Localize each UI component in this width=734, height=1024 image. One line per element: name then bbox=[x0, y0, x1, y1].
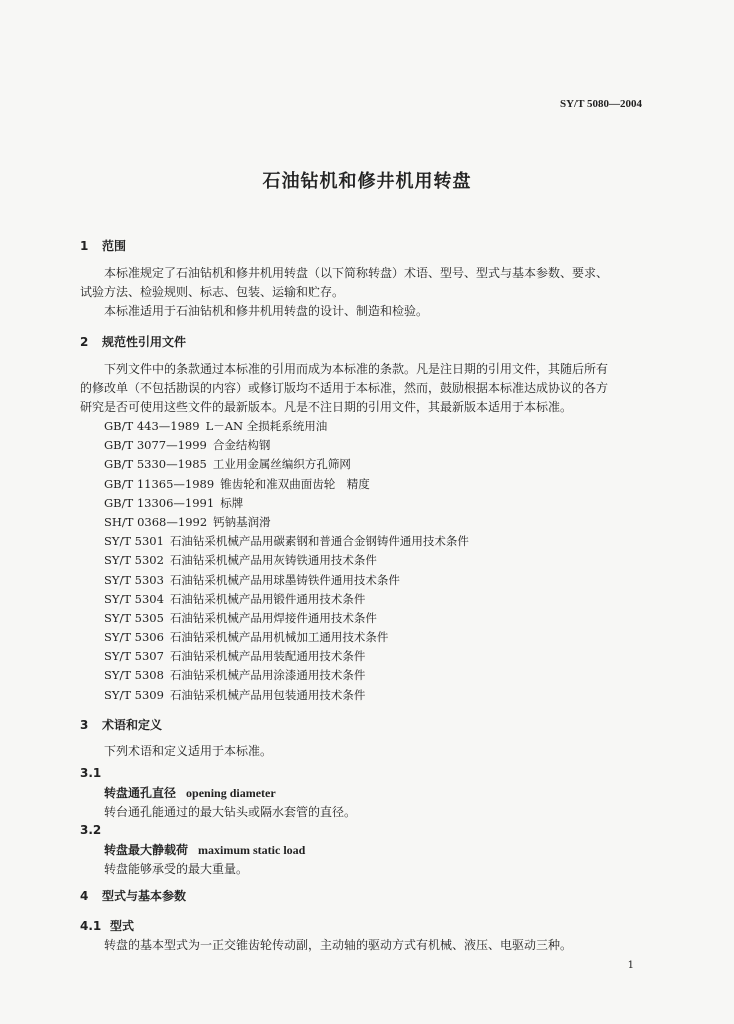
term-definition: 转盘能够承受的最大重量。 bbox=[104, 862, 249, 876]
reference-code: GB/T 3077—1999 bbox=[104, 438, 207, 453]
reference-title: 钙钠基润滑 bbox=[213, 514, 271, 529]
reference-item bbox=[104, 456, 469, 475]
reference-code: SY/T 5303 bbox=[104, 572, 164, 587]
reference-item bbox=[104, 572, 469, 591]
term-english: opening diameter bbox=[186, 786, 276, 800]
reference-code: SH/T 0368—1992 bbox=[104, 514, 208, 529]
reference-code: SY/T 5308 bbox=[104, 668, 164, 683]
reference-title: 石油钻采机械产品用球墨铸铁件通用技术条件 bbox=[169, 572, 400, 587]
reference-item bbox=[104, 667, 469, 686]
section-number: 3 bbox=[80, 718, 89, 732]
section-1-body bbox=[80, 264, 646, 321]
section-4-heading bbox=[80, 887, 186, 904]
subsection-number: 4.1 bbox=[80, 919, 102, 933]
reference-title: 石油钻采机械产品用碳素钢和普通合金钢铸件通用技术条件 bbox=[169, 534, 469, 549]
reference-code: SY/T 5309 bbox=[104, 687, 164, 702]
reference-list bbox=[104, 418, 469, 706]
section-title: 规范性引用文件 bbox=[102, 335, 187, 349]
reference-code: SY/T 5305 bbox=[104, 610, 164, 625]
reference-title: 工业用金属丝编织方孔筛网 bbox=[212, 457, 351, 472]
subsection-title: 型式 bbox=[110, 919, 135, 933]
reference-item bbox=[104, 648, 469, 667]
standard-code: SY/T 5080—2004 bbox=[559, 98, 642, 110]
reference-item bbox=[104, 610, 469, 629]
section-3-intro: 下列术语和定义适用于本标准。 bbox=[104, 744, 273, 758]
reference-code: SY/T 5306 bbox=[104, 630, 164, 645]
term-english: maximum static load bbox=[198, 843, 306, 857]
reference-title: 石油钻采机械产品用包装通用技术条件 bbox=[169, 687, 366, 702]
reference-item bbox=[104, 591, 469, 610]
paragraph-line: 下列文件中的条款通过本标准的引用而成为本标准的条款。凡是注日期的引用文件，其随后所有 bbox=[104, 362, 609, 376]
reference-code: SY/T 5301 bbox=[104, 534, 164, 549]
section-1-heading bbox=[80, 237, 126, 254]
page-title: 石油钻机和修井机用转盘 bbox=[262, 171, 472, 192]
section-2-intro bbox=[80, 360, 646, 417]
term-number: 3.1 bbox=[80, 766, 102, 780]
reference-title: 石油钻采机械产品用锻件通用技术条件 bbox=[169, 591, 366, 606]
paragraph-line: 的修改单（不包括勘误的内容）或修订版均不适用于本标准，然而，鼓励根据本标准达成协议的各方 bbox=[80, 381, 609, 395]
section-number: 4 bbox=[80, 889, 89, 903]
reference-item bbox=[104, 687, 469, 706]
term-number: 3.2 bbox=[80, 823, 102, 837]
section-title: 型式与基本参数 bbox=[102, 889, 187, 903]
page-number: 1 bbox=[627, 960, 634, 971]
subsection-4-1-body: 转盘的基本型式为一正交锥齿轮传动副，主动轴的驱动方式有机械、液压、电驱动三种。 bbox=[104, 938, 573, 952]
paragraph-line: 本标准规定了石油钻机和修井机用转盘（以下简称转盘）术语、型号、型式与基本参数、要求、 bbox=[104, 266, 609, 280]
reference-code: GB/T 5330—1985 bbox=[104, 457, 207, 472]
section-title: 范围 bbox=[102, 239, 127, 253]
section-3-heading bbox=[80, 716, 162, 733]
reference-title: 锥齿轮和准双曲面齿轮 精度 bbox=[220, 476, 370, 491]
reference-item bbox=[104, 514, 469, 533]
reference-title: 合金结构钢 bbox=[212, 438, 271, 453]
reference-title: 石油钻采机械产品用涂漆通用技术条件 bbox=[169, 668, 366, 683]
reference-code: SY/T 5302 bbox=[104, 553, 164, 568]
reference-item bbox=[104, 437, 469, 456]
reference-code: SY/T 5307 bbox=[104, 649, 164, 664]
reference-title: L－AN 全损耗系统用油 bbox=[205, 419, 328, 433]
section-number: 1 bbox=[80, 239, 89, 253]
reference-item bbox=[104, 418, 469, 437]
term-chinese: 转盘最大静载荷 bbox=[104, 843, 189, 857]
reference-title: 石油钻采机械产品用焊接件通用技术条件 bbox=[169, 610, 377, 625]
subsection-4-1-heading bbox=[80, 917, 134, 934]
paragraph-line: 本标准适用于石油钻机和修井机用转盘的设计、制造和检验。 bbox=[104, 304, 429, 318]
reference-title: 石油钻采机械产品用机械加工通用技术条件 bbox=[169, 630, 389, 645]
term-chinese: 转盘通孔直径 bbox=[104, 786, 177, 800]
reference-item bbox=[104, 629, 469, 648]
paragraph-line: 研究是否可使用这些文件的最新版本。凡是不注日期的引用文件，其最新版本适用于本标准。 bbox=[80, 400, 573, 414]
section-2-heading bbox=[80, 333, 186, 350]
reference-item bbox=[104, 476, 469, 495]
paragraph-line: 试验方法、检验规则、标志、包装、运输和贮存。 bbox=[80, 285, 345, 299]
reference-code: GB/T 443—1989 bbox=[104, 419, 200, 433]
reference-item bbox=[104, 533, 469, 552]
reference-item bbox=[104, 552, 469, 571]
reference-title: 石油钻采机械产品用装配通用技术条件 bbox=[169, 649, 366, 664]
section-title: 术语和定义 bbox=[102, 718, 163, 732]
term-3-1 bbox=[104, 784, 670, 822]
section-number: 2 bbox=[80, 335, 89, 349]
reference-title: 标牌 bbox=[220, 495, 244, 510]
term-3-2 bbox=[104, 841, 670, 879]
reference-code: GB/T 13306—1991 bbox=[104, 495, 215, 510]
term-definition: 转台通孔能通过的最大钻头或隔水套管的直径。 bbox=[104, 805, 357, 819]
reference-item bbox=[104, 495, 469, 514]
reference-title: 石油钻采机械产品用灰铸铁通用技术条件 bbox=[169, 553, 377, 568]
reference-code: SY/T 5304 bbox=[104, 591, 164, 606]
reference-code: GB/T 11365—1989 bbox=[104, 476, 215, 491]
